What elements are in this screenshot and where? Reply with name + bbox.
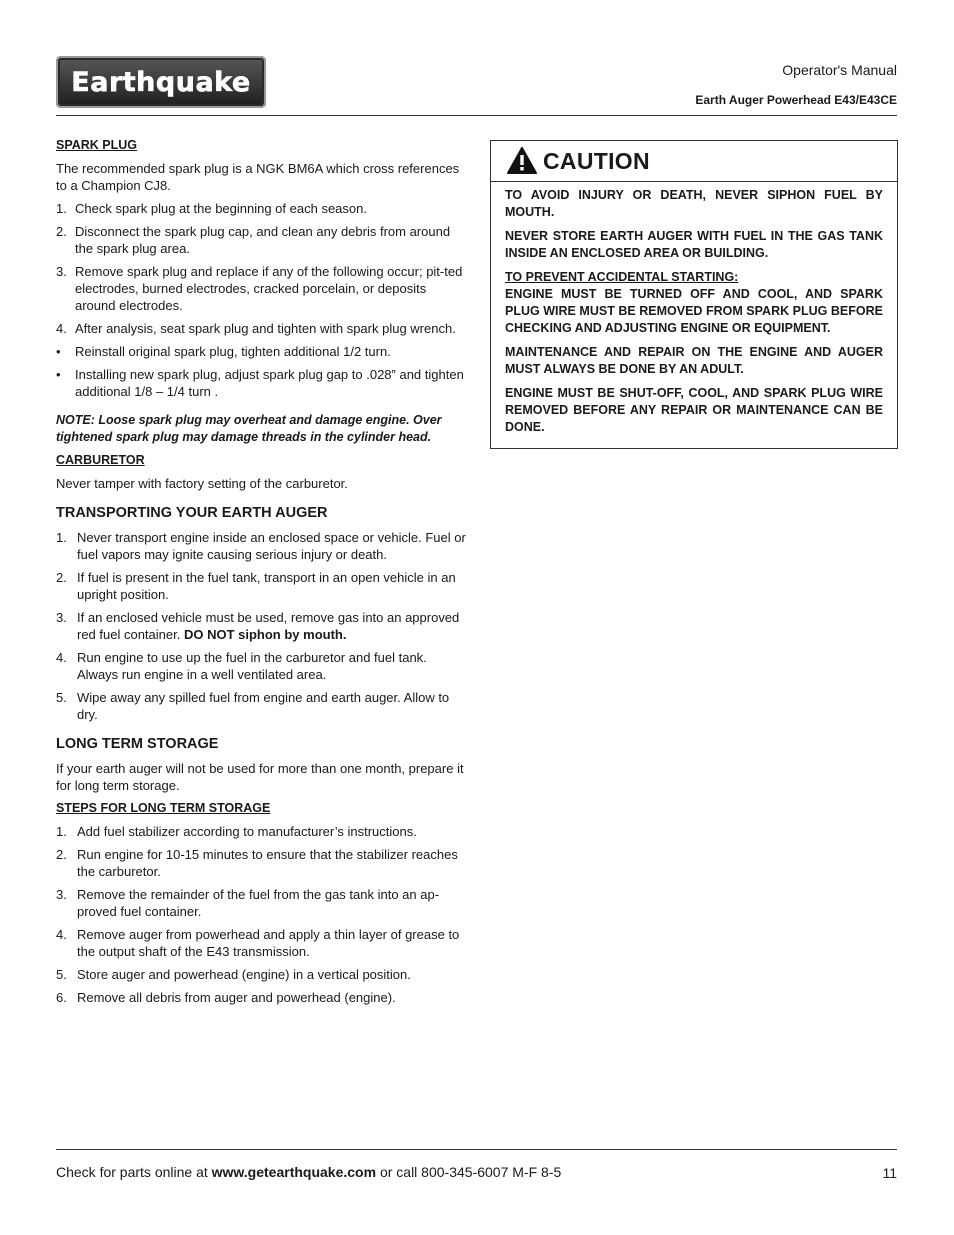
list-item: 1. Check spark plug at the beginning of each season.	[56, 201, 367, 216]
list-item: • Reinstall original spark plug, tighten additional 1/2 turn.	[56, 344, 391, 359]
list-item: 1. Never transport engine inside an enclosed space or vehicle. Fuel or fuel vapors may ignite causing serious injury or death.	[56, 530, 466, 562]
storage-heading: LONG TERM STORAGE	[56, 736, 219, 752]
website-link[interactable]: www.getearthquake.com	[211, 1164, 377, 1180]
storage-intro: If your earth auger will not be used for more than one month, prepare it for long term storage.	[56, 761, 464, 793]
spark-plug-heading: SPARK PLUG	[56, 138, 138, 152]
logo-wordmark	[61, 62, 261, 102]
list-item: 4. Run engine to use up the fuel in the carburetor and fuel tank. Always run engine in a well ventilated area.	[56, 650, 427, 682]
spark-plug-note: NOTE: Loose spark plug may overheat and damage engine. Over tightened spark plug may damage threads in the cylinder head.	[56, 413, 442, 444]
list-item: 6. Remove all debris from auger and powerhead (engine).	[56, 990, 396, 1005]
spark-plug-steps	[56, 200, 466, 400]
storage-steps-heading: STEPS FOR LONG TERM STORAGE	[56, 801, 271, 815]
caution-text: NEVER STORE EARTH AUGER WITH FUEL IN THE GAS TANK INSIDE AN ENCLOSED AREA OR BUILDING.	[505, 229, 883, 260]
caution-title: CAUTION	[543, 147, 650, 174]
caution-text: TO AVOID INJURY OR DEATH, NEVER SIPHON FUEL BY MOUTH.	[505, 188, 883, 219]
list-item: 3. Remove the remainder of the fuel from the gas tank into an ap-proved fuel container.	[56, 887, 440, 919]
manual-label: Operator's Manual	[782, 62, 897, 78]
earthquake-logo	[56, 56, 266, 108]
storage-steps	[56, 823, 466, 1006]
list-item: 5. Wipe away any spilled fuel from engine and earth auger. Allow to dry.	[56, 690, 450, 722]
footer-text: Check for parts online at www.getearthquake.com or call 800-345-6007 M-F 8-5	[56, 1164, 562, 1180]
footer-divider	[56, 1149, 897, 1150]
list-item: 3. Remove spark plug and replace if any of the following occur; pit-ted electrodes, burned electrodes, cracked porcelain, or deposits around electrodes.	[56, 264, 463, 313]
caution-header	[491, 141, 897, 182]
list-item: 4. After analysis, seat spark plug and tighten with spark plug wrench.	[56, 321, 456, 336]
page-number: 11	[882, 1165, 897, 1181]
caution-text: ENGINE MUST BE SHUT-OFF, COOL, AND SPARK PLUG WIRE REMOVED BEFORE ANY REPAIR OR MAINTENANCE CAN BE DONE.	[505, 386, 883, 434]
left-column	[56, 137, 466, 1012]
list-item: 2. Disconnect the spark plug cap, and clean any debris from around the spark plug area.	[56, 224, 451, 256]
carburetor-text: Never tamper with factory setting of the carburetor.	[56, 476, 348, 491]
list-item: 1. Add fuel stabilizer according to manufacturer’s instructions.	[56, 824, 417, 839]
caution-text: MAINTENANCE AND REPAIR ON THE ENGINE AND AUGER MUST ALWAYS BE DONE BY AN ADULT.	[505, 345, 883, 376]
list-item: • Installing new spark plug, adjust spark plug gap to .028” and tighten additional 1/8 – 1/4 turn .	[56, 367, 464, 399]
list-item: 5. Store auger and powerhead (engine) in a vertical position.	[56, 967, 411, 982]
list-item: 2. If fuel is present in the fuel tank, transport in an open vehicle in an upright position.	[56, 570, 456, 602]
warning-triangle-icon	[507, 147, 537, 175]
transporting-steps	[56, 529, 466, 723]
spark-plug-intro: The recommended spark plug is a NGK BM6A which cross references to a Champion CJ8.	[56, 161, 460, 193]
header-divider	[56, 115, 897, 116]
caution-body	[491, 182, 897, 436]
model-label: Earth Auger Powerhead E43/E43CE	[695, 93, 897, 107]
caution-subheading: TO PREVENT ACCIDENTAL STARTING:	[505, 270, 739, 284]
list-item: 3. If an enclosed vehicle must be used, remove gas into an approved red fuel container. DO NOT siphon by mouth.	[56, 610, 460, 642]
transporting-heading: TRANSPORTING YOUR EARTH AUGER	[56, 505, 328, 521]
carburetor-heading: CARBURETOR	[56, 453, 145, 467]
svg-text:Earthquake: Earthquake	[71, 67, 251, 98]
caution-text: TO PREVENT ACCIDENTAL STARTING: ENGINE MUST BE TURNED OFF AND COOL, AND SPARK PLUG WIRE MUST BE REMOVED FROM SPARK PLUG BEFORE CHECKING AND ADJUSTING ENGINE OR EQUIPMENT.	[505, 270, 883, 335]
list-item: 2. Run engine for 10-15 minutes to ensure that the stabilizer reaches the carburetor.	[56, 847, 458, 879]
list-item: 4. Remove auger from powerhead and apply a thin layer of grease to the output shaft of the E43 transmission.	[56, 927, 460, 959]
caution-box	[490, 140, 898, 449]
